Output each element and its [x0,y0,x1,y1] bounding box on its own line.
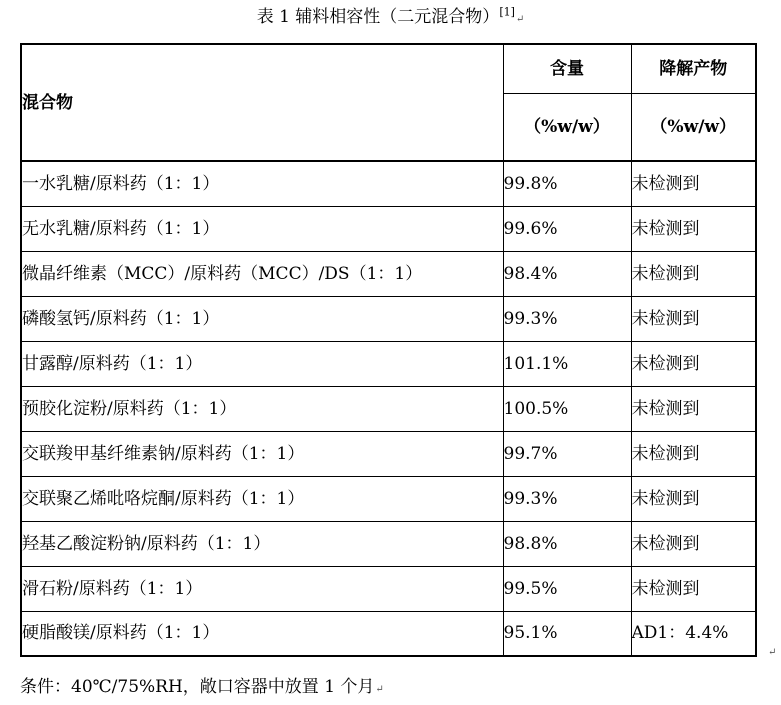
table-row [21,566,756,611]
cell-degradation: 未检测到 [631,521,756,566]
cell-degradation: 未检测到 [631,161,756,206]
cell-mixture: 一水乳糖/原料药（1：1） [21,161,503,206]
cell-degradation: 未检测到 [631,341,756,386]
header-degradation: 降解产物 [631,44,756,93]
cell-content: 98.4% [503,251,631,296]
cell-content: 99.8% [503,161,631,206]
cell-content: 98.8% [503,521,631,566]
footnote-text: 条件：40℃/75%RH，敞口容器中放置 1 个月 [20,677,375,697]
cell-degradation: 未检测到 [631,386,756,431]
cell-degradation: 未检测到 [631,476,756,521]
cell-mixture: 硬脂酸镁/原料药（1：1） [21,611,503,656]
header-mixture: 混合物 [21,44,503,161]
table-row [21,386,756,431]
cell-degradation: 未检测到 [631,206,756,251]
table-row [21,476,756,521]
table-caption [0,6,781,31]
header-content-unit: （%w/w） [503,93,631,161]
caption-reference: [1] [499,5,515,19]
cell-degradation: 未检测到 [631,296,756,341]
cell-mixture: 羟基乙酸淀粉钠/原料药（1：1） [21,521,503,566]
cell-degradation: 未检测到 [631,251,756,296]
cell-mixture: 交联聚乙烯吡咯烷酮/原料药（1：1） [21,476,503,521]
cell-content: 95.1% [503,611,631,656]
header-row-1 [21,44,756,93]
cell-content: 99.5% [503,566,631,611]
cell-mixture: 交联羧甲基纤维素钠/原料药（1：1） [21,431,503,476]
cell-mixture: 预胶化淀粉/原料药（1：1） [21,386,503,431]
cell-content: 99.6% [503,206,631,251]
cell-mixture: 无水乳糖/原料药（1：1） [21,206,503,251]
cell-content: 100.5% [503,386,631,431]
cell-mixture: 磷酸氢钙/原料药（1：1） [21,296,503,341]
table-row [21,521,756,566]
table-row [21,296,756,341]
cell-mixture: 甘露醇/原料药（1：1） [21,341,503,386]
cell-mixture: 滑石粉/原料药（1：1） [21,566,503,611]
table-row [21,341,756,386]
header-content: 含量 [503,44,631,93]
paragraph-mark: ↵ [768,647,777,658]
cell-degradation: 未检测到 [631,431,756,476]
table-row [21,161,756,206]
cell-content: 101.1% [503,341,631,386]
cell-content: 99.3% [503,296,631,341]
compatibility-table [20,43,757,657]
cell-degradation: AD1：4.4% [631,611,756,656]
table-row [21,251,756,296]
table-row [21,206,756,251]
cell-content: 99.7% [503,431,631,476]
paragraph-mark: ↵ [375,684,384,695]
cell-content: 99.3% [503,476,631,521]
table-row [21,611,756,656]
caption-text: 表 1 辅料相容性（二元混合物） [256,7,500,27]
paragraph-mark: ↵ [515,14,525,25]
cell-mixture: 微晶纤维素（MCC）/原料药（MCC）/DS（1：1） [21,251,503,296]
table-row [21,431,756,476]
header-degradation-unit: （%w/w） [631,93,756,161]
footnote [20,676,384,701]
cell-degradation: 未检测到 [631,566,756,611]
